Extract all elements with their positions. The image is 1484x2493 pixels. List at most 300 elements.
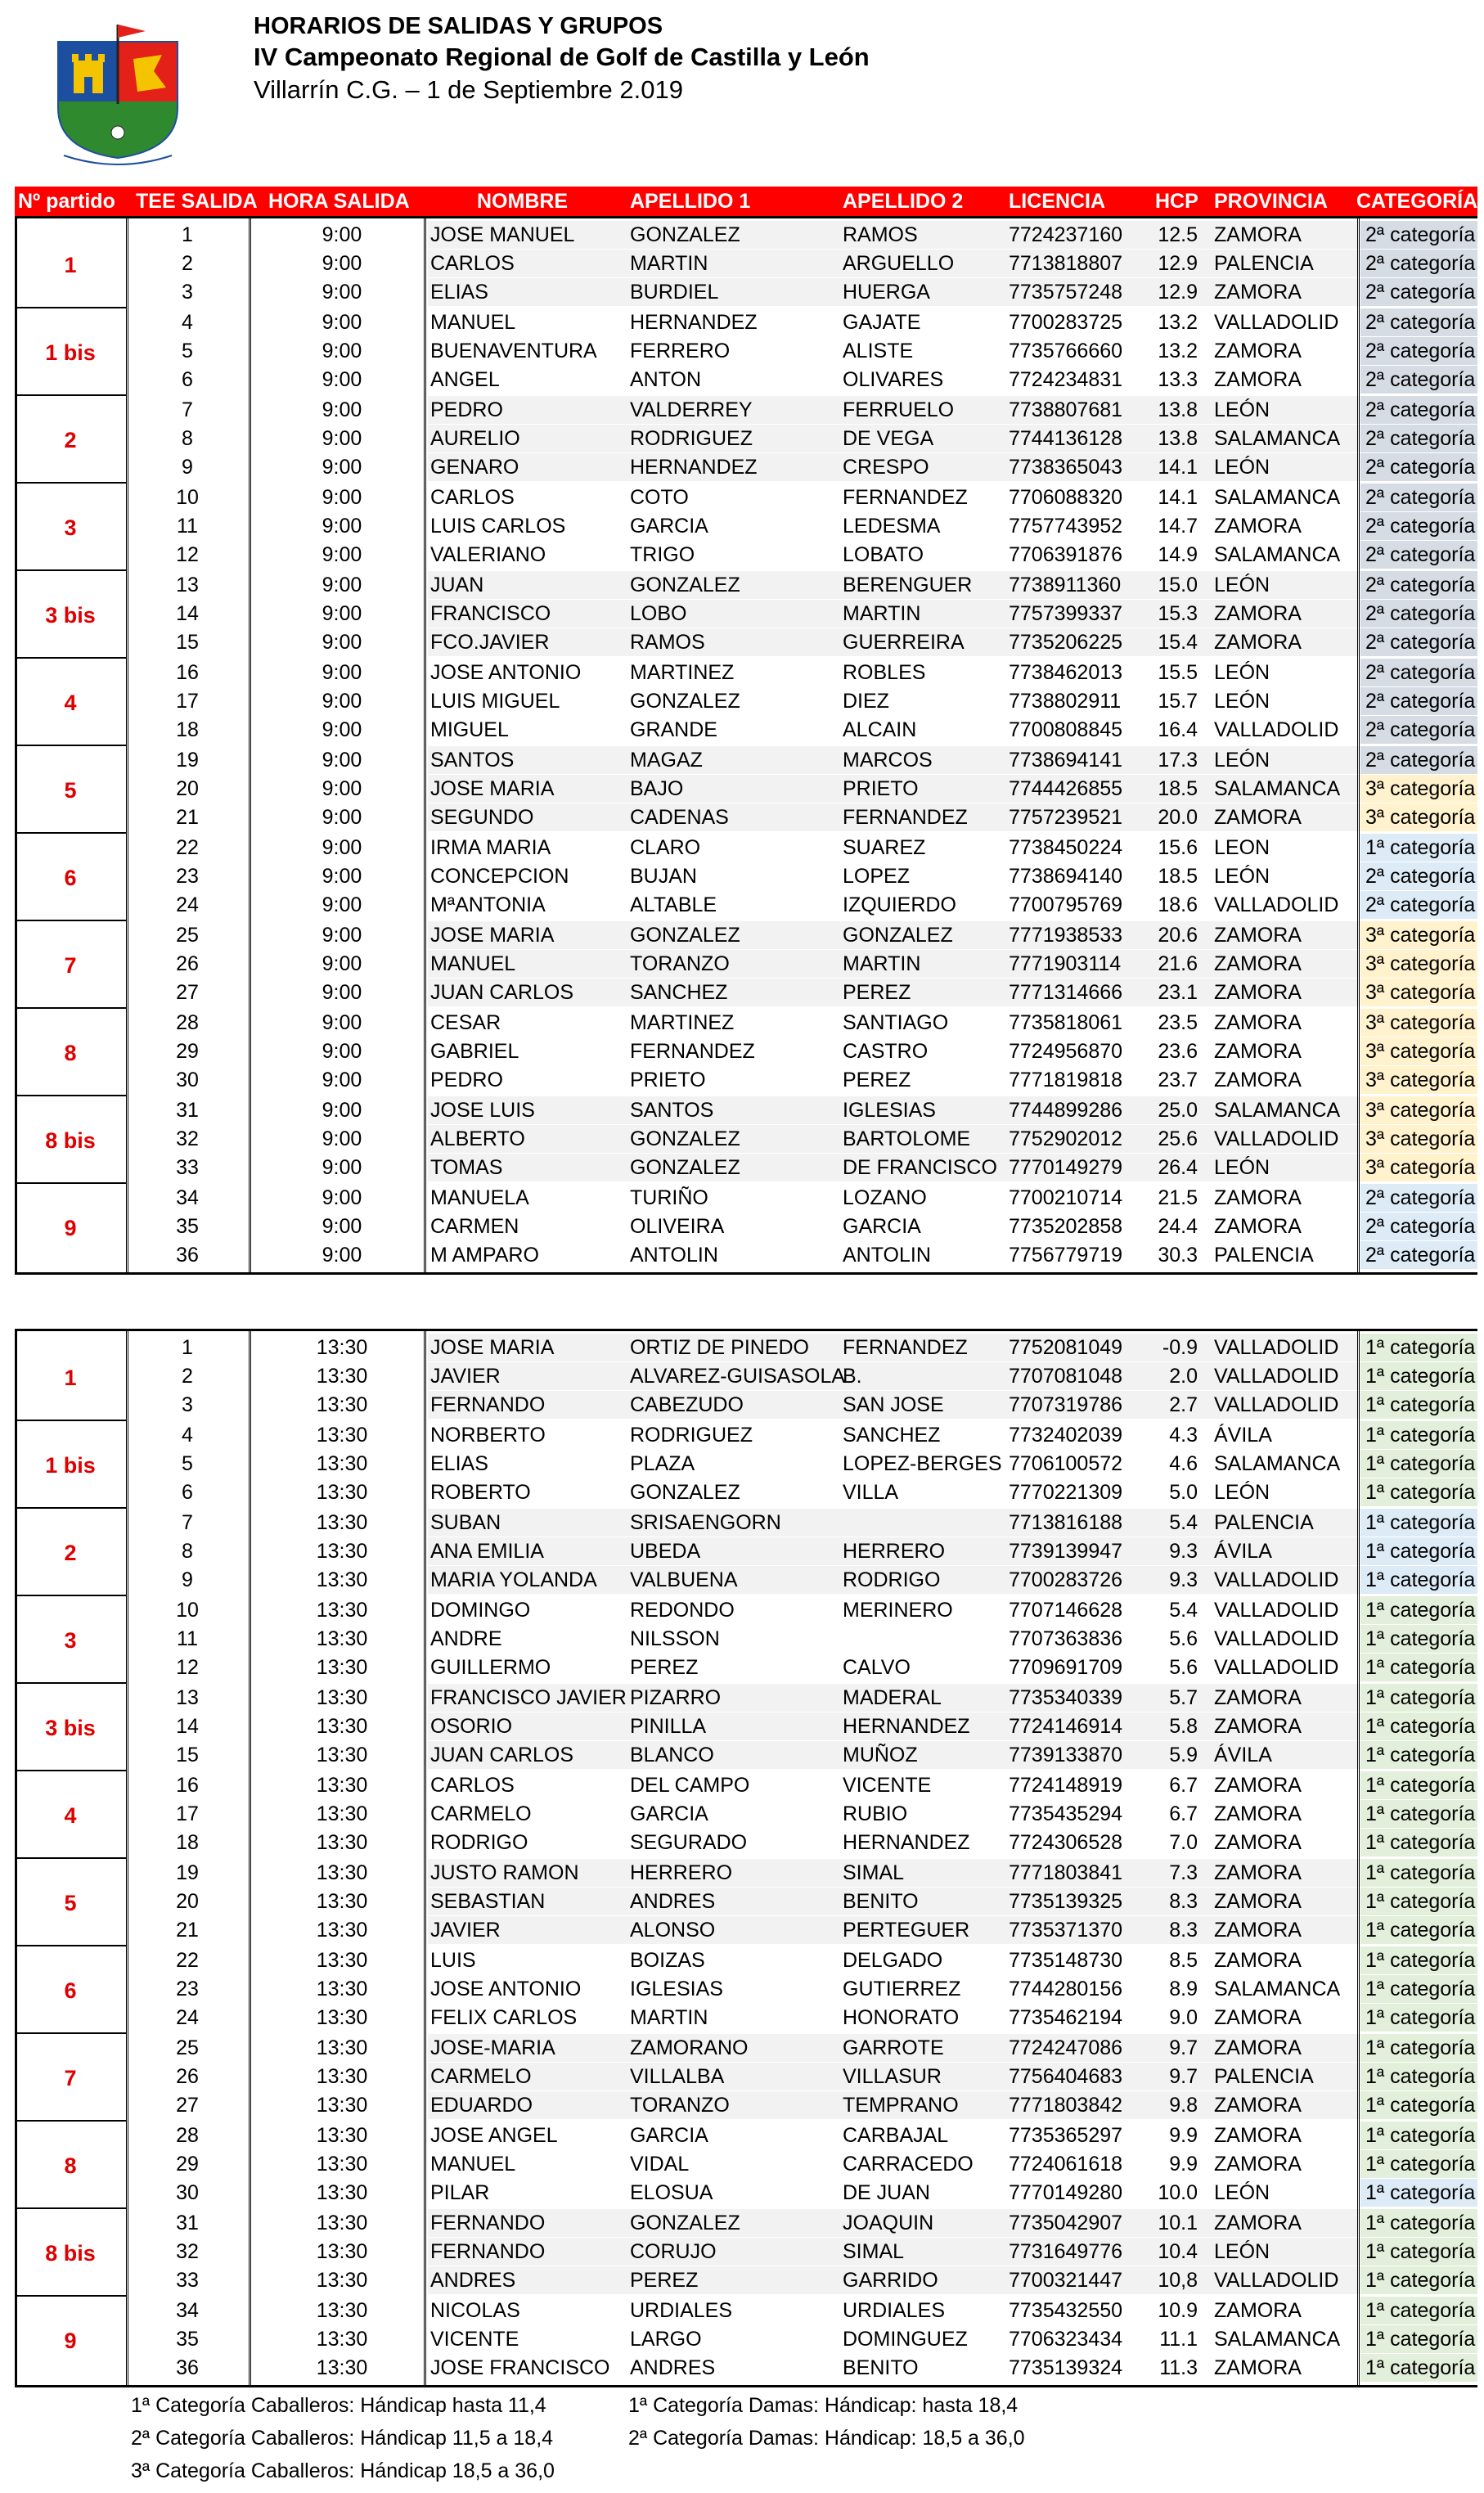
handicap: 15.4 [1158, 631, 1198, 654]
tee-number: 34 [176, 2299, 199, 2322]
first-name: JOSE FRANCISCO [430, 2356, 610, 2379]
handicap: 21.5 [1158, 1186, 1198, 1209]
tee-number: 11 [177, 1627, 198, 1650]
province: LEÓN [1214, 690, 1270, 713]
tee-time: 9:00 [322, 777, 362, 800]
tee-number: 17 [176, 690, 199, 713]
surname-1: VIDAL [630, 2153, 690, 2176]
first-name: ANGEL [430, 368, 500, 391]
surname-1: GONZALEZ [630, 690, 740, 713]
surname-2: HERRERO [843, 1540, 946, 1563]
table-row [15, 2266, 1477, 2294]
handicap: 13.2 [1158, 340, 1198, 362]
province: SALAMANCA [1214, 1978, 1341, 2000]
surname-2: MADERAL [843, 1686, 942, 1709]
match-number: 2 [64, 428, 77, 452]
tee-time: 13:30 [316, 1861, 368, 1884]
tee-time: 13:30 [316, 1978, 368, 2000]
surname-2: B. [843, 1365, 862, 1388]
license-number: 7735757248 [1009, 281, 1123, 304]
document-header [254, 11, 870, 106]
category: 1ª categoría [1360, 1916, 1477, 1944]
province: ZAMORA [1214, 1861, 1302, 1884]
table-row [15, 1334, 1477, 1361]
category: 1ª categoría [1360, 1566, 1477, 1594]
handicap: -0.9 [1162, 1336, 1198, 1359]
tee-number: 10 [176, 1599, 199, 1622]
first-name: CARLOS [430, 1774, 515, 1797]
category: 3ª categoría [1360, 1125, 1477, 1153]
table-row [15, 1829, 1477, 1856]
first-name: JUAN CARLOS [430, 981, 574, 1004]
table-row [15, 221, 1477, 249]
handicap: 15.5 [1158, 661, 1198, 684]
license-number: 7700795769 [1009, 893, 1123, 916]
match-number: 5 [64, 778, 77, 803]
province: ZAMORA [1214, 981, 1302, 1004]
province: LEÓN [1214, 749, 1270, 772]
surname-1: NILSSON [630, 1627, 720, 1650]
first-name: ANDRE [430, 1627, 502, 1650]
license-number: 7700808845 [1009, 718, 1123, 741]
handicap: 5.4 [1169, 1599, 1198, 1622]
category: 2ª categoría [1360, 512, 1477, 540]
surname-1: ALTABLE [630, 893, 717, 916]
first-name: DOMINGO [430, 1599, 531, 1622]
category: 1ª categoría [1360, 1712, 1477, 1740]
table-header [15, 187, 1477, 216]
tee-number: 2 [182, 252, 193, 275]
tee-number: 28 [176, 2124, 199, 2147]
tee-time: 9:00 [322, 456, 362, 479]
match-group [15, 1334, 1477, 1420]
table-row [15, 1125, 1477, 1153]
province: VALLADOLID [1214, 2269, 1339, 2292]
match-number: 1 bis [45, 1453, 96, 1478]
license-number: 7724234831 [1009, 368, 1123, 391]
tee-number: 18 [176, 1831, 199, 1854]
surname-1: SRISAENGORN [630, 1511, 781, 1534]
tee-time: 13:30 [316, 2153, 368, 2176]
province: ZAMORA [1214, 368, 1302, 391]
table-row [15, 1037, 1477, 1065]
surname-2: MARTIN [843, 602, 921, 625]
category: 1ª categoría [1360, 2354, 1477, 2382]
col-tee: TEE SALIDA [136, 190, 258, 213]
tee-number: 16 [176, 1774, 199, 1797]
handicap: 4.6 [1169, 1452, 1198, 1475]
surname-2: DIEZ [843, 690, 889, 713]
surname-2: GUTIERREZ [843, 1978, 961, 2000]
match-number: 1 [64, 1366, 77, 1390]
tee-time: 13:30 [316, 2006, 368, 2029]
match-group [15, 746, 1477, 833]
table-row [15, 2091, 1477, 2119]
category: 1ª categoría [1360, 2209, 1477, 2237]
license-number: 7709691709 [1009, 1656, 1123, 1679]
tee-time: 9:00 [322, 1186, 362, 1209]
surname-2: CARRACEDO [843, 2153, 974, 2176]
surname-1: PLAZA [630, 1452, 695, 1475]
surname-1: HERNANDEZ [630, 311, 758, 334]
first-name: VALERIANO [430, 543, 546, 566]
surname-1: GARCIA [630, 1802, 708, 1825]
handicap: 4.3 [1169, 1424, 1198, 1447]
match-group [15, 484, 1477, 570]
tee-number: 19 [176, 1861, 199, 1884]
license-number: 7735148730 [1009, 1949, 1123, 1972]
province: ZAMORA [1214, 1040, 1302, 1063]
category: 1ª categoría [1360, 1800, 1477, 1828]
match-group [15, 1009, 1477, 1096]
first-name: RODRIGO [430, 1831, 528, 1854]
license-number: 7735139324 [1009, 2356, 1123, 2379]
tee-number: 15 [176, 631, 199, 654]
surname-2: MERINERO [843, 1599, 953, 1622]
doc-title: HORARIOS DE SALIDAS Y GRUPOS [254, 13, 663, 39]
column-separator [126, 1329, 128, 2387]
province: ZAMORA [1214, 2036, 1302, 2059]
surname-1: GARCIA [630, 515, 708, 538]
handicap: 14.9 [1158, 543, 1198, 566]
col-partido: Nº partido [18, 190, 115, 213]
column-separator [249, 1329, 251, 2387]
license-number: 7713818807 [1009, 252, 1123, 275]
handicap: 5.6 [1169, 1656, 1198, 1679]
province: PALENCIA [1214, 2065, 1314, 2088]
afternoon-section [15, 1329, 1477, 2387]
surname-1: VALBUENA [630, 1568, 738, 1591]
tee-number: 24 [176, 2006, 199, 2029]
tee-time: 13:30 [316, 2356, 368, 2379]
match-number: 1 [64, 253, 77, 277]
handicap: 2.0 [1169, 1365, 1198, 1388]
surname-2: GUERREIRA [843, 631, 965, 654]
table-row [15, 2354, 1477, 2382]
surname-2: PEREZ [843, 1069, 911, 1091]
handicap: 9.3 [1169, 1568, 1198, 1591]
tee-time: 13:30 [316, 1802, 368, 1825]
category: 2ª categoría [1360, 687, 1477, 715]
table-row [15, 2325, 1477, 2353]
tee-time: 9:00 [322, 574, 362, 596]
license-number: 7735435294 [1009, 1802, 1123, 1825]
surname-2: CALVO [843, 1656, 911, 1679]
first-name: GENARO [430, 456, 519, 479]
table-row [15, 659, 1477, 686]
match-group [15, 2034, 1477, 2121]
table-row [15, 278, 1477, 306]
category: 1ª categoría [1360, 2266, 1477, 2294]
surname-2: HUERGA [843, 281, 930, 304]
first-name: FERNANDO [430, 2240, 546, 2263]
handicap: 16.4 [1158, 718, 1198, 741]
surname-2: ALISTE [843, 340, 914, 362]
province: ZAMORA [1214, 2356, 1302, 2379]
surname-2: DELGADO [843, 1949, 943, 1972]
license-number: 7724237160 [1009, 223, 1123, 246]
surname-1: UBEDA [630, 1540, 701, 1563]
handicap: 23.1 [1158, 981, 1198, 1004]
first-name: JOSE MARIA [430, 924, 555, 947]
province: ÁVILA [1214, 1540, 1272, 1563]
tee-time: 9:00 [322, 1244, 362, 1267]
first-name: JUAN CARLOS [430, 1744, 574, 1766]
category: 3ª categoría [1360, 1009, 1477, 1037]
tee-time: 13:30 [316, 1365, 368, 1388]
first-name: ANA EMILIA [430, 1540, 544, 1563]
tee-time: 13:30 [316, 2065, 368, 2088]
surname-1: ELOSUA [630, 2181, 713, 2204]
tee-number: 5 [182, 340, 193, 362]
handicap: 5.9 [1169, 1744, 1198, 1766]
match-number: 4 [64, 1803, 77, 1828]
tee-number: 20 [176, 777, 199, 800]
tee-number: 24 [176, 893, 199, 916]
license-number: 7738694141 [1009, 749, 1123, 772]
table-row [15, 1625, 1477, 1653]
category: 2ª categoría [1360, 278, 1477, 306]
surname-1: CABEZUDO [630, 1393, 744, 1416]
category: 3ª categoría [1360, 1037, 1477, 1065]
province: VALLADOLID [1214, 1599, 1339, 1622]
category: 1ª categoría [1360, 1654, 1477, 1681]
tee-time: 9:00 [322, 952, 362, 975]
legend-c2: 2ª Categoría Caballeros: Hándicap 11,5 a 18,4 [131, 2427, 554, 2450]
tee-number: 17 [176, 1802, 199, 1825]
table-row [15, 1537, 1477, 1565]
surname-2: ALCAIN [843, 718, 917, 741]
first-name: NORBERTO [430, 1424, 546, 1447]
category: 3ª categoría [1360, 1154, 1477, 1181]
surname-1: CORUJO [630, 2240, 717, 2263]
first-name: ALBERTO [430, 1127, 525, 1150]
surname-2: CARBAJAL [843, 2124, 949, 2147]
match-group [15, 2122, 1477, 2208]
tee-time: 9:00 [322, 865, 362, 888]
handicap: 2.7 [1169, 1393, 1198, 1416]
surname-2: SUAREZ [843, 836, 926, 859]
province: ZAMORA [1214, 2006, 1302, 2029]
surname-1: COTO [630, 486, 689, 509]
surname-2: RAMOS [843, 223, 918, 246]
handicap: 5.6 [1169, 1627, 1198, 1650]
province: LEÓN [1214, 456, 1270, 479]
surname-2: ARGUELLO [843, 252, 955, 275]
handicap: 8.3 [1169, 1919, 1198, 1942]
province: ZAMORA [1214, 281, 1302, 304]
province: SALAMANCA [1214, 427, 1341, 450]
handicap: 10.9 [1158, 2299, 1198, 2322]
province: VALLADOLID [1214, 1627, 1339, 1650]
category: 2ª categoría [1360, 628, 1477, 656]
license-number: 7771903114 [1009, 952, 1122, 975]
category: 2ª categoría [1360, 716, 1477, 744]
tee-number: 2 [182, 1365, 193, 1388]
surname-1: FERRERO [630, 340, 731, 362]
surname-1: BUJAN [630, 865, 697, 888]
category: 3ª categoría [1360, 775, 1477, 803]
surname-1: HERNANDEZ [630, 456, 758, 479]
tee-number: 25 [176, 2036, 199, 2059]
tee-time: 13:30 [316, 1481, 368, 1504]
category: 1ª categoría [1360, 1334, 1477, 1361]
first-name: LUIS MIGUEL [430, 690, 560, 713]
first-name: JOSE ANGEL [430, 2124, 558, 2147]
surname-1: TURIÑO [630, 1186, 708, 1209]
province: LEÓN [1214, 2240, 1270, 2263]
category: 2ª categoría [1360, 250, 1477, 277]
handicap: 5.4 [1169, 1511, 1198, 1534]
tee-number: 11 [177, 515, 198, 538]
license-number: 7771803841 [1009, 1861, 1123, 1884]
first-name: ROBERTO [430, 1481, 531, 1504]
tee-time: 13:30 [316, 1656, 368, 1679]
province: PALENCIA [1214, 1244, 1314, 1267]
table-row [15, 512, 1477, 540]
surname-1: GONZALEZ [630, 2212, 740, 2234]
license-number: 7744280156 [1009, 1978, 1123, 2000]
tee-number: 13 [176, 574, 199, 596]
table-row [15, 834, 1477, 862]
license-number: 7707146628 [1009, 1599, 1123, 1622]
table-row [15, 1362, 1477, 1390]
match-number: 4 [64, 691, 77, 715]
tee-number: 32 [176, 2240, 199, 2263]
province: VALLADOLID [1214, 718, 1339, 741]
tee-number: 31 [176, 1099, 199, 1122]
table-row [15, 1859, 1477, 1887]
surname-1: GRANDE [630, 718, 717, 741]
province: ZAMORA [1214, 1069, 1302, 1091]
handicap: 5.8 [1169, 1715, 1198, 1738]
license-number: 7770149279 [1009, 1156, 1123, 1179]
surname-1: PEREZ [630, 2269, 699, 2292]
tee-number: 7 [182, 398, 193, 421]
tee-time: 9:00 [322, 543, 362, 566]
category: 2ª categoría [1360, 891, 1477, 919]
handicap: 13.8 [1158, 427, 1198, 450]
surname-2: GARCIA [843, 1215, 921, 1238]
table-row [15, 250, 1477, 277]
tee-number: 22 [176, 836, 199, 859]
match-number: 6 [64, 1978, 77, 2003]
category: 1ª categoría [1360, 834, 1477, 862]
tee-time: 13:30 [316, 1424, 368, 1447]
tee-number: 30 [176, 1069, 199, 1091]
province: SALAMANCA [1214, 1452, 1341, 1475]
license-number: 7738807681 [1009, 398, 1123, 421]
match-number: 7 [64, 2066, 77, 2090]
category: 2ª categoría [1360, 221, 1477, 249]
surname-1: MARTINEZ [630, 1011, 735, 1034]
license-number: 7757399337 [1009, 602, 1123, 625]
surname-2: VILLA [843, 1481, 899, 1504]
handicap: 18.5 [1158, 865, 1198, 888]
province: ZAMORA [1214, 2212, 1302, 2234]
first-name: FERNANDO [430, 2212, 546, 2234]
tee-time: 13:30 [316, 1949, 368, 1972]
first-name: LUIS CARLOS [430, 515, 566, 538]
surname-1: RODRIGUEZ [630, 427, 753, 450]
handicap: 17.3 [1158, 749, 1198, 772]
surname-1: MARTINEZ [630, 661, 735, 684]
license-number: 7732402039 [1009, 1424, 1123, 1447]
tee-number: 33 [176, 2269, 199, 2292]
province: LEON [1214, 836, 1270, 859]
table-row [15, 1712, 1477, 1740]
handicap: 6.7 [1169, 1802, 1198, 1825]
surname-2: ANTOLIN [843, 1244, 931, 1267]
tee-time: 9:00 [322, 515, 362, 538]
province: VALLADOLID [1214, 311, 1339, 334]
category: 2ª categoría [1360, 746, 1477, 774]
handicap: 30.3 [1158, 1244, 1198, 1267]
tee-time: 9:00 [322, 602, 362, 625]
province: ÁVILA [1214, 1744, 1272, 1766]
table-row [15, 1800, 1477, 1828]
first-name: JOSE MANUEL [430, 223, 575, 246]
first-name: CARMEN [430, 1215, 519, 1238]
surname-2: BENITO [843, 1890, 919, 1913]
match-group [15, 1096, 1477, 1183]
license-number: 7706100572 [1009, 1452, 1123, 1475]
surname-1: PRIETO [630, 1069, 706, 1091]
match-number: 9 [64, 2329, 77, 2353]
handicap: 15.3 [1158, 602, 1198, 625]
category: 1ª categoría [1360, 2004, 1477, 2032]
province: ZAMORA [1214, 1774, 1302, 1797]
license-number: 7735365297 [1009, 2124, 1123, 2147]
legend-c3: 3ª Categoría Caballeros: Hándicap 18,5 a 36,0 [131, 2459, 555, 2482]
table-row [15, 1241, 1477, 1269]
surname-1: GONZALEZ [630, 1156, 740, 1179]
surname-2: GONZALEZ [843, 924, 953, 947]
handicap: 15.6 [1158, 836, 1198, 859]
surname-1: TRIGO [630, 543, 695, 566]
category: 2ª categoría [1360, 1241, 1477, 1269]
tee-time: 13:30 [316, 2269, 368, 2292]
license-number: 7735206225 [1009, 631, 1123, 654]
match-group [15, 1684, 1477, 1771]
surname-2: DOMINGUEZ [843, 2328, 968, 2351]
license-number: 7724146914 [1009, 1715, 1123, 1738]
tee-time: 13:30 [316, 1627, 368, 1650]
category: 1ª categoría [1360, 2063, 1477, 2090]
tee-time: 13:30 [316, 1831, 368, 1854]
category: 3ª categoría [1360, 1096, 1477, 1124]
license-number: 7713816188 [1009, 1511, 1123, 1534]
surname-2: URDIALES [843, 2299, 946, 2322]
first-name: JOSE MARIA [430, 1336, 555, 1359]
first-name: JUSTO RAMON [430, 1861, 579, 1884]
license-number: 7724247086 [1009, 2036, 1123, 2059]
match-number: 1 bis [45, 340, 96, 365]
tee-time: 9:00 [322, 340, 362, 362]
surname-1: RODRIGUEZ [630, 1424, 753, 1447]
table-row [15, 1509, 1477, 1537]
category: 2ª categoría [1360, 453, 1477, 481]
tee-time: 9:00 [322, 981, 362, 1004]
first-name: MªANTONIA [430, 893, 546, 916]
table-row [15, 1684, 1477, 1712]
legend-d1: 1ª Categoría Damas: Hándicap: hasta 18,4 [628, 2394, 1019, 2417]
table-row [15, 484, 1477, 511]
license-number: 7744899286 [1009, 1099, 1123, 1122]
surname-2: BARTOLOME [843, 1127, 971, 1150]
tee-time: 13:30 [316, 1568, 368, 1591]
col-nombre: NOMBRE [477, 190, 569, 213]
